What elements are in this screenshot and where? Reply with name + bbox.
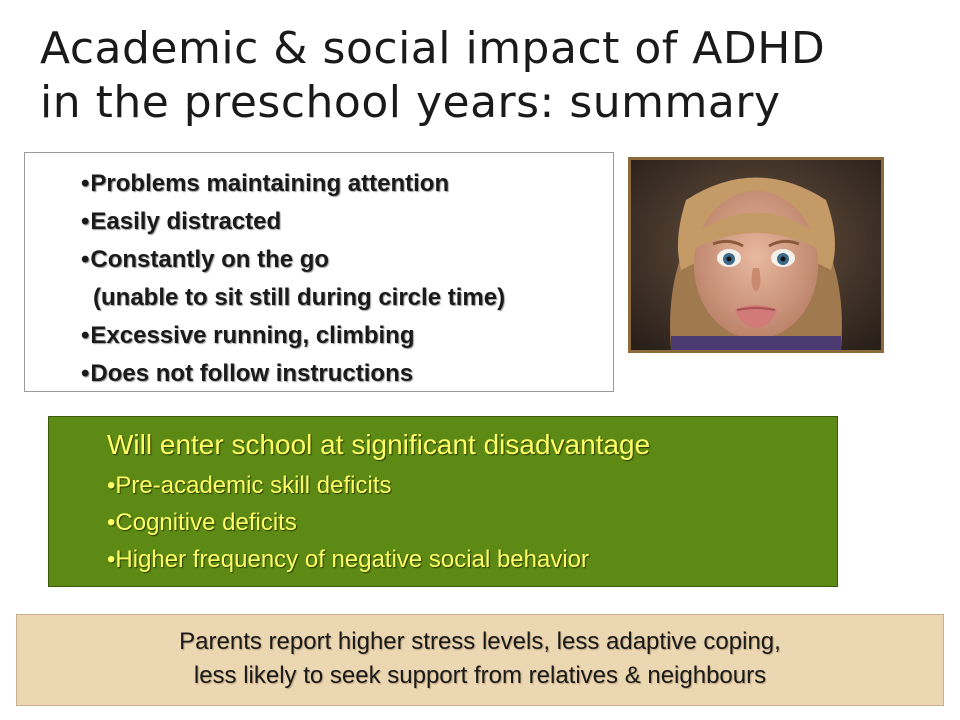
symptoms-list	[81, 165, 505, 393]
bullet-icon: •	[81, 170, 90, 197]
slide-title	[40, 22, 940, 130]
symptom-text: Problems maintaining attention	[90, 170, 450, 197]
disadvantage-text: Cognitive deficits	[115, 509, 297, 536]
parents-line-1: Parents report higher stress levels, less adaptive coping,	[179, 628, 781, 655]
symptom-text: Constantly on the go	[90, 246, 330, 273]
disadvantage-list	[107, 467, 589, 578]
symptom-item	[81, 355, 505, 393]
disadvantage-panel	[48, 416, 838, 587]
bullet-icon: •	[81, 208, 90, 235]
child-sad-face-photo	[628, 157, 884, 353]
bullet-icon: •	[81, 322, 90, 349]
parents-panel	[16, 614, 944, 706]
symptom-continuation: (unable to sit still during circle time)	[93, 284, 506, 311]
disadvantage-heading: Will enter school at significant disadvantage	[107, 429, 651, 460]
bullet-icon: •	[81, 360, 90, 387]
bullet-icon: •	[107, 546, 116, 573]
symptom-item	[81, 203, 505, 241]
parents-line-2: less likely to seek support from relatives & neighbours	[193, 662, 767, 689]
child-portrait-illustration	[631, 160, 881, 350]
disadvantage-text: Pre-academic skill deficits	[115, 472, 392, 499]
disadvantage-item	[107, 541, 589, 578]
symptom-text: Does not follow instructions	[90, 360, 414, 387]
symptom-text: Excessive running, climbing	[90, 322, 415, 349]
disadvantage-item	[107, 467, 589, 504]
disadvantage-item	[107, 504, 589, 541]
disadvantage-text: Higher frequency of negative social behavior	[115, 546, 590, 573]
symptom-item	[81, 165, 505, 203]
symptoms-box	[24, 152, 614, 392]
bullet-icon: •	[107, 509, 116, 536]
slide-title-line-1: Academic & social impact of ADHD	[40, 23, 826, 74]
slide-title-line-2: in the preschool years: summary	[40, 77, 781, 128]
symptom-text: Easily distracted	[90, 208, 282, 235]
bullet-icon: •	[81, 246, 90, 273]
symptom-item	[81, 317, 505, 355]
bullet-icon: •	[107, 472, 116, 499]
symptom-item	[81, 241, 505, 279]
